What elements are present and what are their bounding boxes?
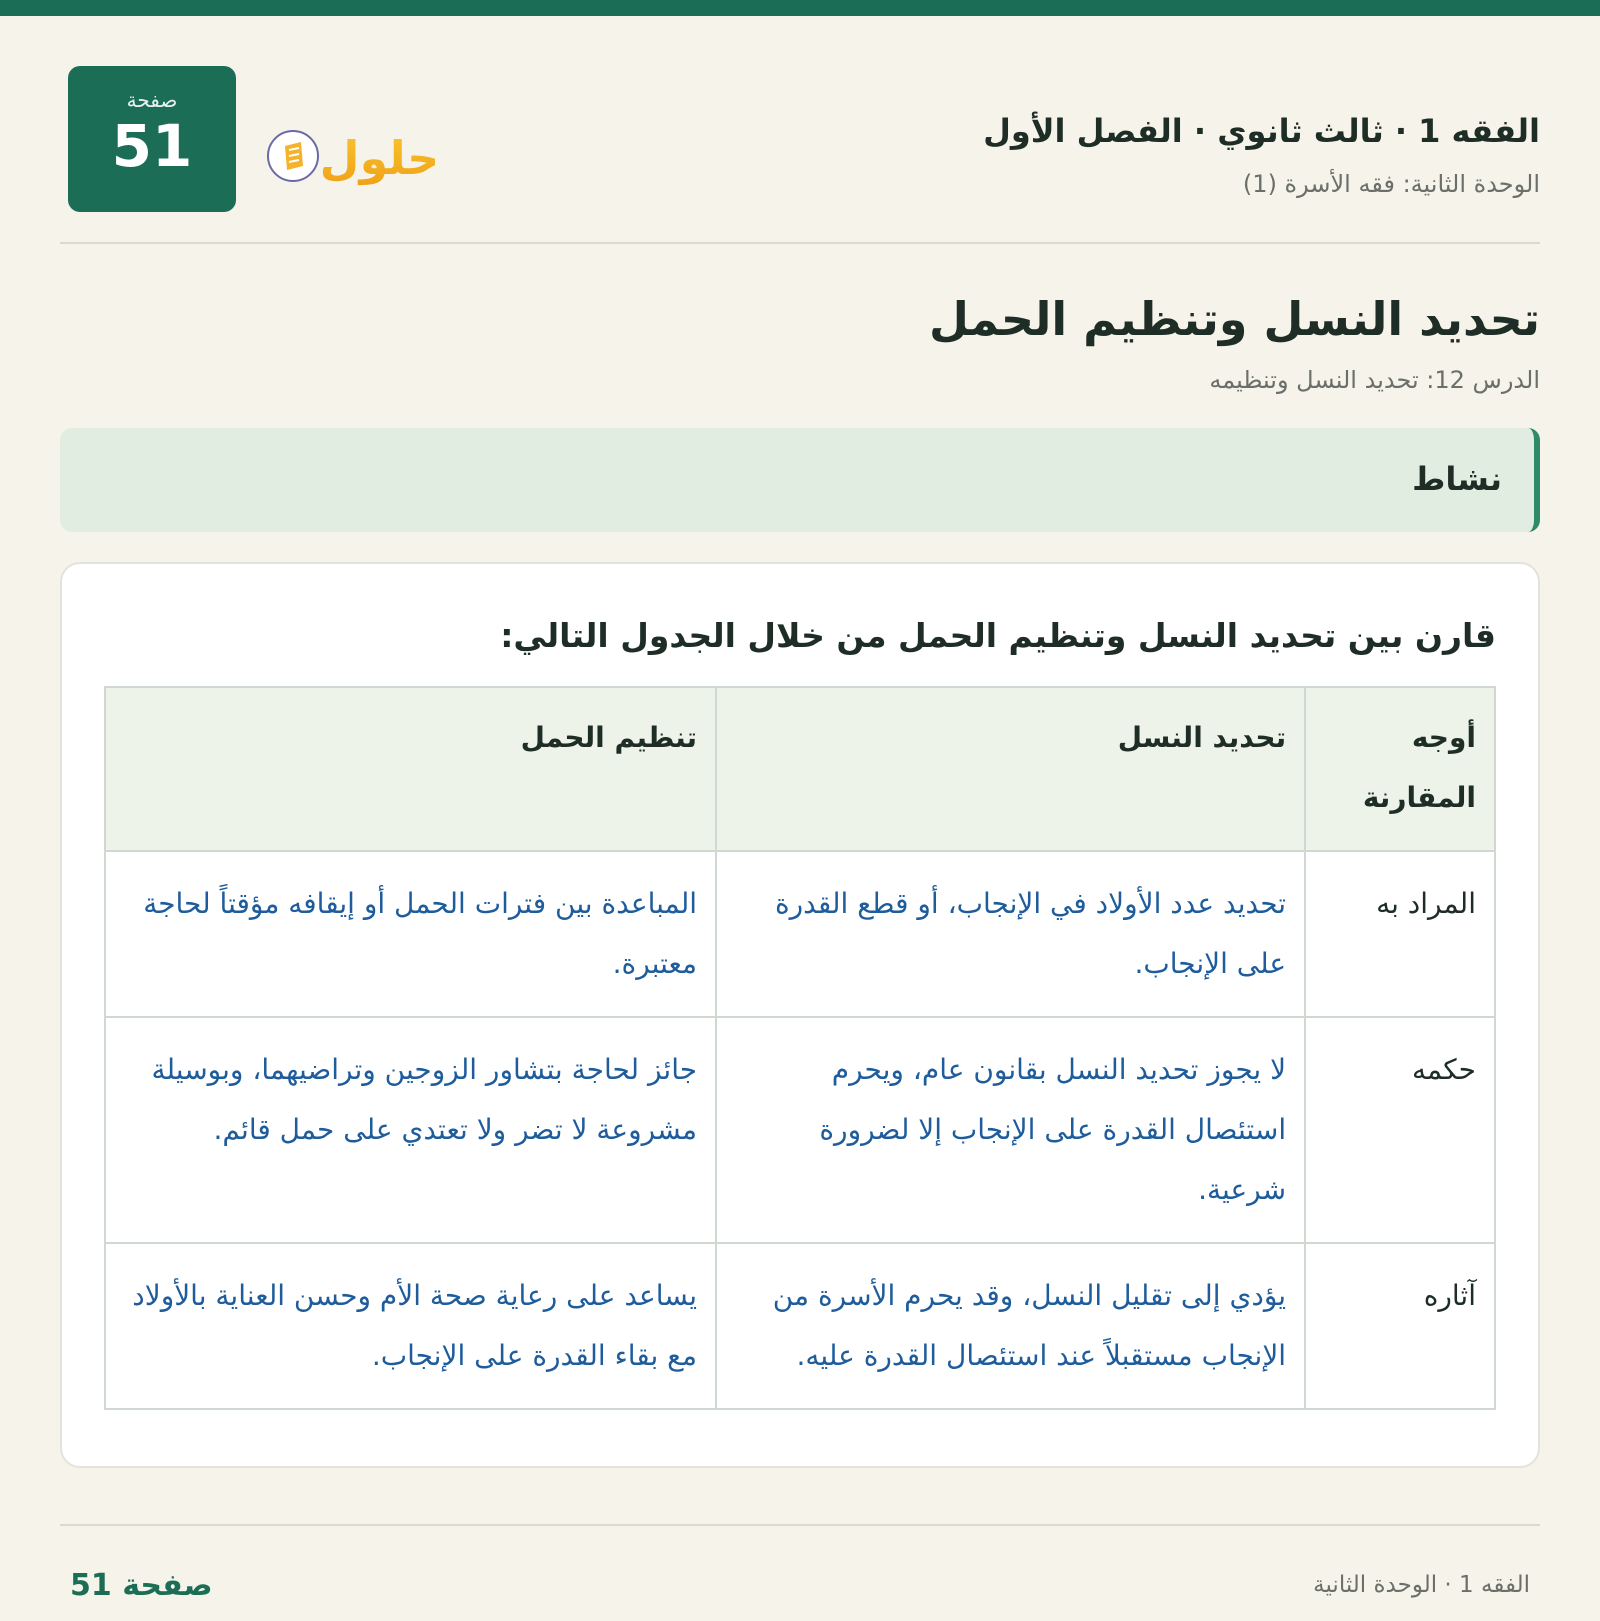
row-limit-value: يؤدي إلى تقليل النسل، وقد يحرم الأسرة من الإنجاب مستقبلاً عند استئصال القدرة عليه. <box>716 1243 1305 1409</box>
row-regulate-value: يساعد على رعاية صحة الأم وحسن العناية بالأولاد مع بقاء القدرة على الإنجاب. <box>105 1243 716 1409</box>
table-row <box>105 851 1495 1017</box>
activity-card <box>60 562 1540 1468</box>
row-limit-value: تحديد عدد الأولاد في الإنجاب، أو قطع القدرة على الإنجاب. <box>716 851 1305 1017</box>
activity-label: نشاط <box>1412 460 1502 498</box>
table-header-row <box>105 687 1495 851</box>
page <box>60 16 1540 1621</box>
logo-text: حلول <box>319 131 435 185</box>
page-badge-label: صفحة <box>126 88 178 112</box>
page-badge-number: 51 <box>111 112 193 180</box>
footer-book-info: الفقه 1 · الوحدة الثانية <box>1313 1572 1530 1598</box>
lesson-subtitle: الدرس 12: تحديد النسل وتنظيمه <box>1209 366 1540 394</box>
header-titles <box>983 112 1540 198</box>
footer-page-number: صفحة 51 <box>70 1568 213 1603</box>
row-aspect: المراد به <box>1305 851 1495 1017</box>
row-limit-value: لا يجوز تحديد النسل بقانون عام، ويحرم استئصال القدرة على الإنجاب إلا لضرورة شرعية. <box>716 1017 1305 1243</box>
question-text: قارن بين تحديد النسل وتنظيم الحمل من خلال الجدول التالي: <box>500 616 1496 655</box>
book-title: الفقه 1 · ثالث ثانوي · الفصل الأول <box>983 112 1540 150</box>
row-regulate-value: المباعدة بين فترات الحمل أو إيقافه مؤقتاً لحاجة معتبرة. <box>105 851 716 1017</box>
row-aspect: آثاره <box>1305 1243 1495 1409</box>
hulul-logo <box>265 116 435 188</box>
unit-title: الوحدة الثانية: فقه الأسرة (1) <box>1242 170 1540 198</box>
table-header-regulate: تنظيم الحمل <box>105 687 716 851</box>
page-number-badge <box>68 66 236 212</box>
table-row <box>105 1017 1495 1243</box>
activity-banner <box>60 428 1540 532</box>
hulul-logo-icon <box>265 116 435 188</box>
table-header-aspect: أوجه المقارنة <box>1305 687 1495 851</box>
footer-divider <box>60 1524 1540 1526</box>
lesson-title: تحديد النسل وتنظيم الحمل <box>929 292 1540 346</box>
row-regulate-value: جائز لحاجة بتشاور الزوجين وتراضيهما، وبوسيلة مشروعة لا تضر ولا تعتدي على حمل قائم. <box>105 1017 716 1243</box>
table-header-limit: تحديد النسل <box>716 687 1305 851</box>
header-divider <box>60 242 1540 244</box>
top-accent-bar <box>0 0 1600 16</box>
row-aspect: حكمه <box>1305 1017 1495 1243</box>
table-row <box>105 1243 1495 1409</box>
comparison-table <box>104 686 1496 1410</box>
